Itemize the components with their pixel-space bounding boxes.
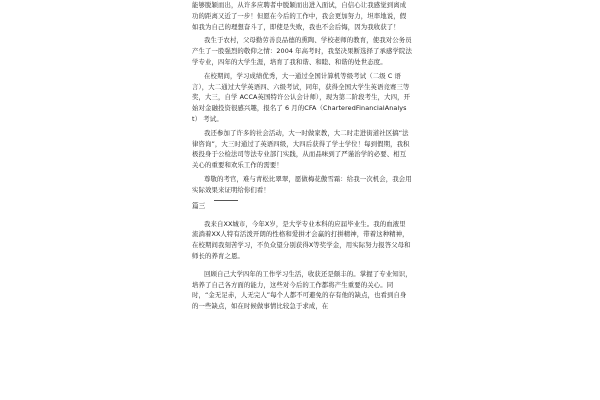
document-page: [192, 0, 412, 312]
paragraph: 尊敬的考官，难与青松比翠翠，愿做梅花傲雪霜：给我一次机会，我会用实际效果来证明给你们看！: [192, 174, 412, 194]
paragraph: 能够脱颖而出，从许多应聘者中脱颖而出进入面试，自信心让我感觉到离成功的距离又近了一步！但愿在今后的工作中，我会更加努力，坦率地说，假如我为自己的理想奋斗了，即使是失败，我也不会后悔，因为我收获了！: [192, 1, 407, 31]
paragraph: 回顾自己大学四年的工作学习生活，收获还是颇丰的。掌握了专业知识，培养了自己各方面的能力，这些对今后的工作都将产生重要的关心。同时，“金无足赤，人无完人”每个人都不可避免的存有他的缺点，也看到自身的一些缺点，如在时候做事情比较急于求成，在: [192, 269, 412, 311]
paragraph: 我来自XX城市，今年X岁，是大学专业本科的应届毕业生。我的血液里流淌着XX人特有活泼开朗的性格和爱拼才会赢的打拼精神，带着这种精神，在校期间我刻苦学习，不负众望分别获得X等奖学金，用实际努力报答父母和师长的养育之恩。: [192, 219, 411, 260]
paragraph: 在校期间，学习成绩优秀，大一通过全国计算机等级考试（二级 C 语言），大二通过大学英语四、六级考试，同年，获得全国大学生英语竞赛三等奖，大三，自学 ACCA英国特许公认会计师），现为第二阶段考生，大四，开始对金融投资很感兴趣，报名了 6 月的CFA（CharteredFinancialAnalyst） 考试。: [192, 71, 411, 123]
section-heading: 篇三: [192, 201, 206, 210]
paragraph: 我还参加了许多的社会活动，大一时做家教，大二时走进街道社区搞“法律咨询”，大三时通过了英语四级，大四后获得了学士学位！每到假期，我积极投身于公检法司等法专业部门实践，从而品味到了严谨治学的必要、相互关心的重要和欢乐工作的需要！: [192, 128, 410, 170]
paragraph: 我生于农村，父母勤劳善良品德的熏陶、学校老师的教育，使我对公务员产生了一股强烈的敬仰之情：2004 年高考时，我坚决果断选择了承感学院法学专业，四年的大学生涯，培育了我和谐、和睦、和谐的处世态度。: [192, 36, 413, 66]
